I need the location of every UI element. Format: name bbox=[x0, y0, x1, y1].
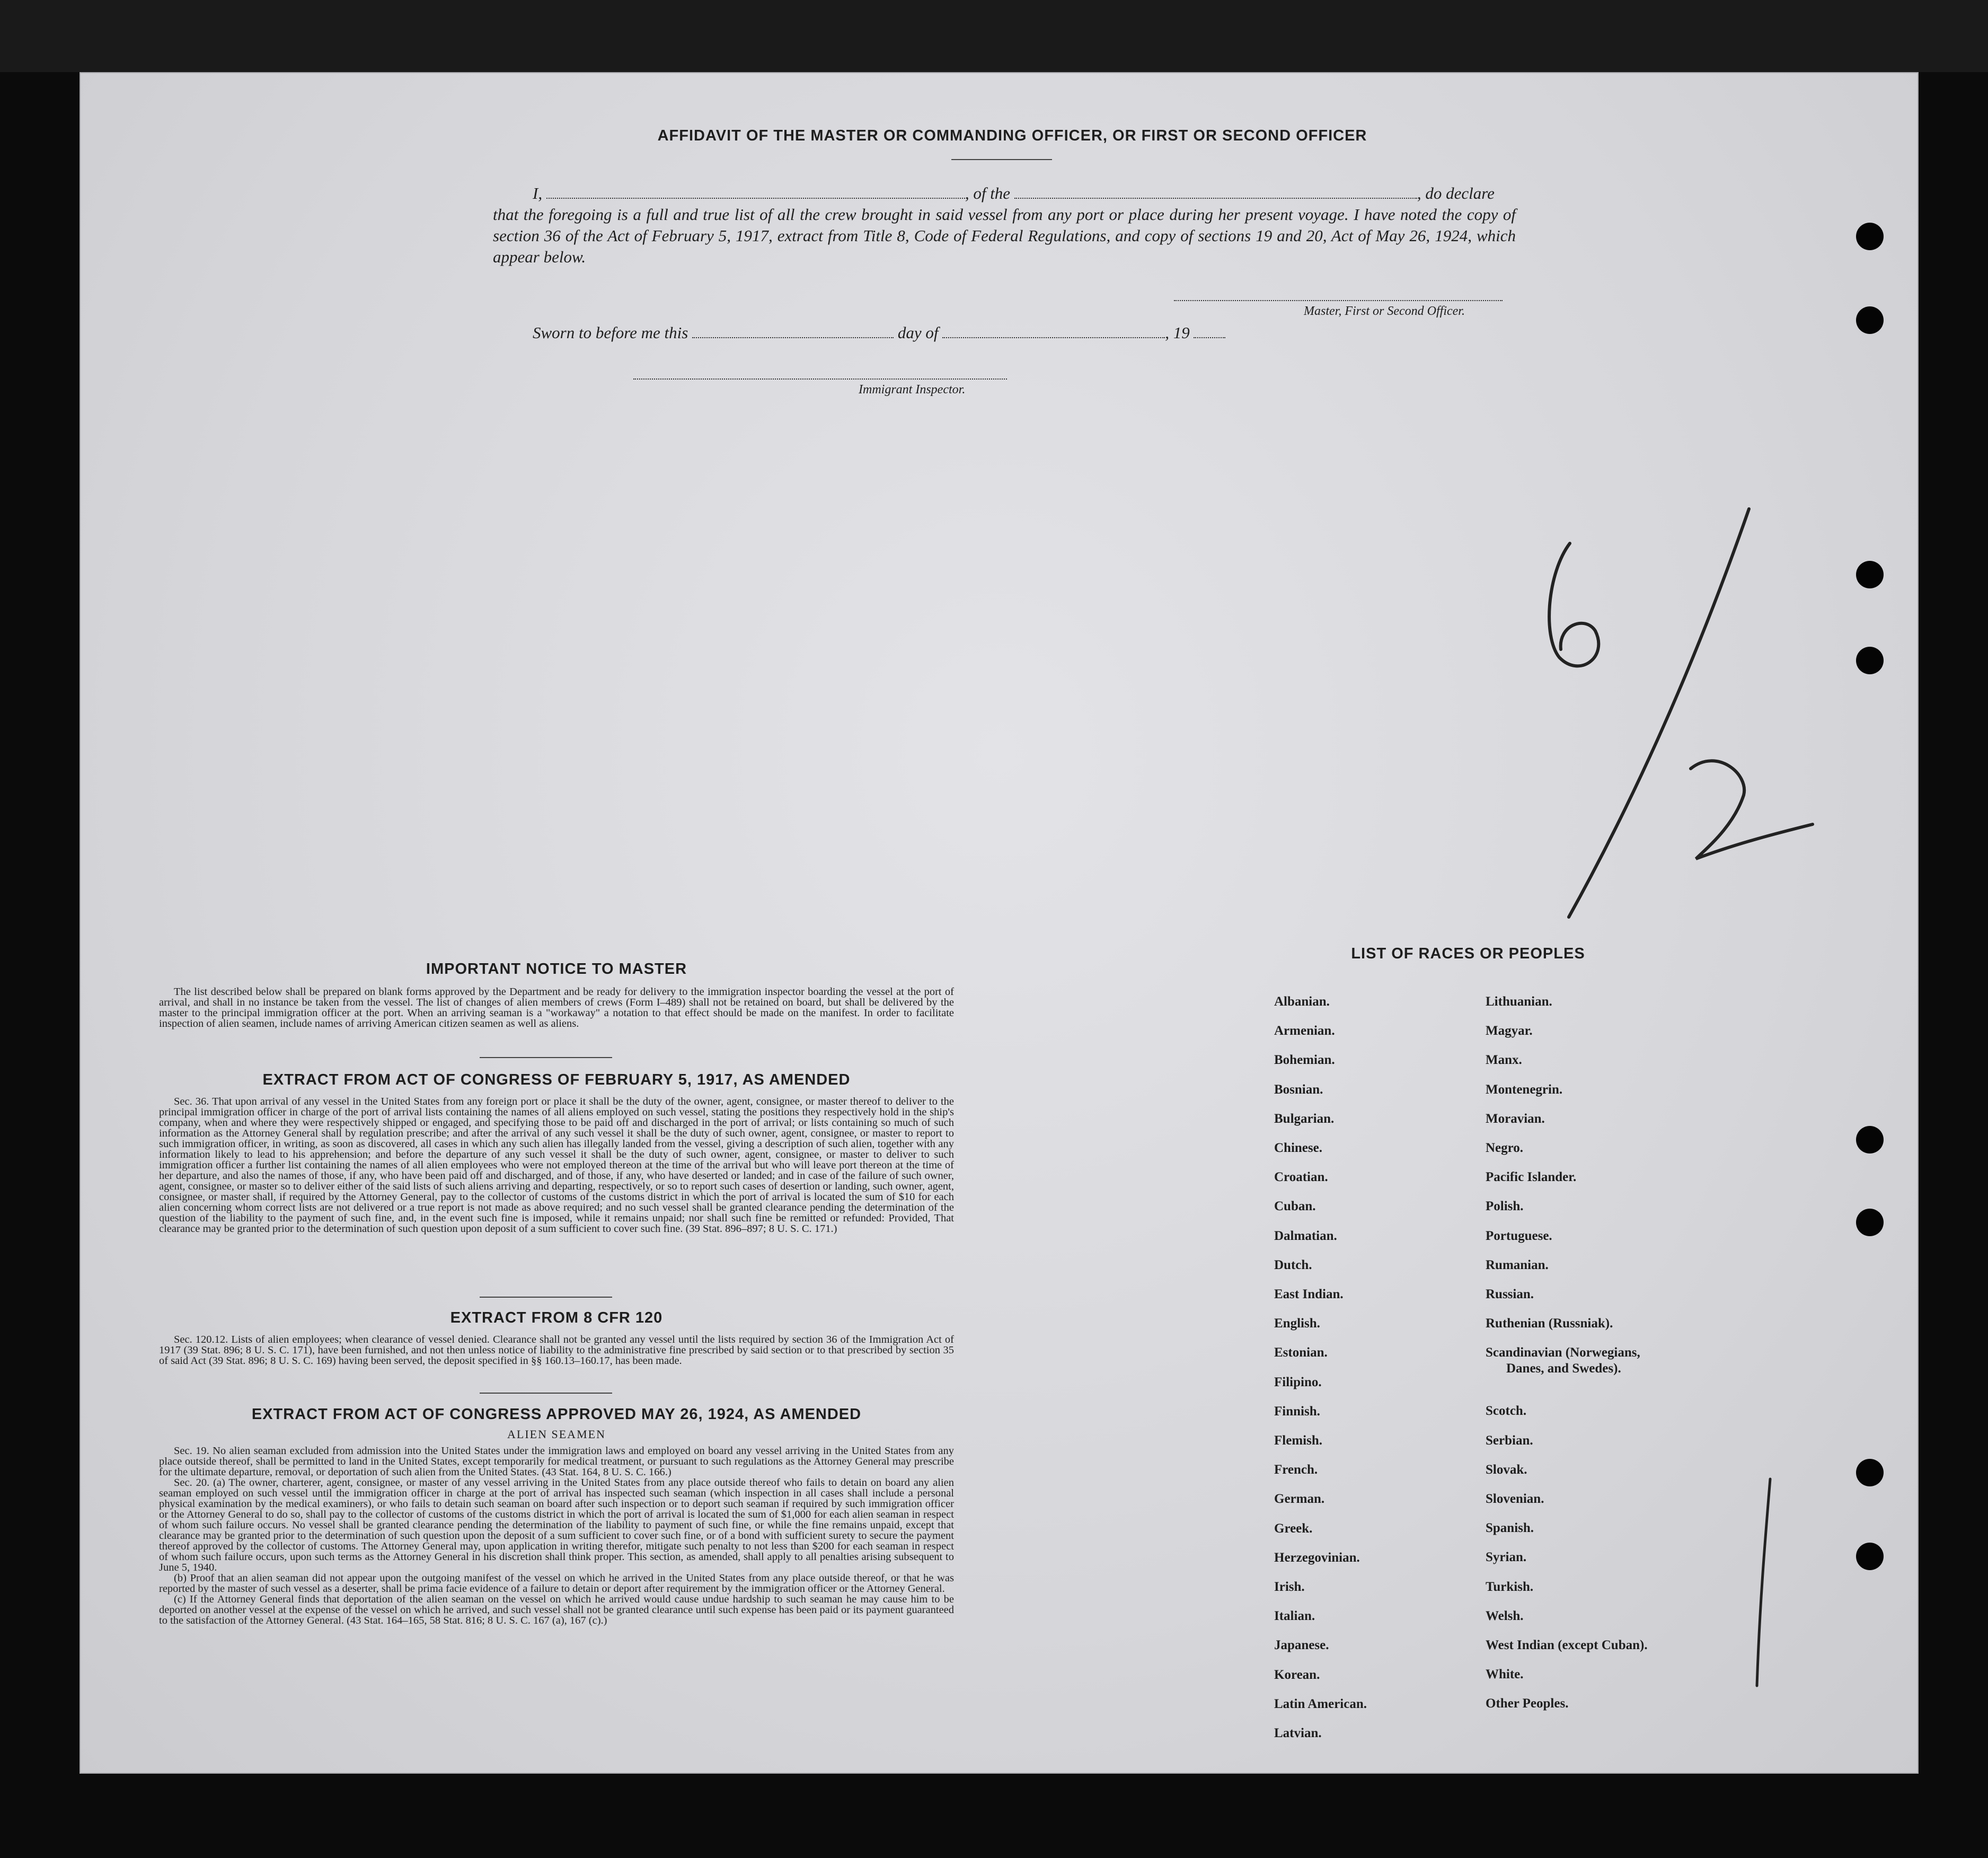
master-caption: Master, First or Second Officer. bbox=[1304, 304, 1465, 318]
name-blank[interactable] bbox=[546, 186, 965, 199]
affidavit-title: AFFIDAVIT OF THE MASTER OR COMMANDING OFFICER, OR FIRST OR SECOND OFFICER bbox=[657, 127, 1367, 144]
punch-hole bbox=[1856, 1543, 1884, 1570]
race-item: Korean. bbox=[1274, 1667, 1320, 1682]
race-item: Slovenian. bbox=[1486, 1492, 1544, 1506]
race-item: Slovak. bbox=[1486, 1462, 1527, 1477]
notice-title: IMPORTANT NOTICE TO MASTER bbox=[426, 961, 687, 978]
title-divider bbox=[951, 159, 1052, 160]
race-item: Pacific Islander. bbox=[1486, 1170, 1577, 1185]
race-item: Moravian. bbox=[1486, 1111, 1545, 1126]
race-item: Spanish. bbox=[1486, 1521, 1534, 1536]
divider-3 bbox=[480, 1393, 612, 1394]
handwritten-fraction-mark bbox=[1516, 498, 1823, 933]
race-item: West Indian (except Cuban). bbox=[1486, 1638, 1648, 1652]
notice-section bbox=[159, 961, 954, 1029]
punch-hole bbox=[1856, 1209, 1884, 1236]
inspector-signature-line[interactable] bbox=[633, 378, 1007, 380]
race-item: Bulgarian. bbox=[1274, 1111, 1335, 1126]
race-item: German. bbox=[1274, 1492, 1325, 1507]
inspector-caption: Immigrant Inspector. bbox=[859, 383, 966, 397]
extract-1917-title: EXTRACT FROM ACT OF CONGRESS OF FEBRUARY 5, 1917, AS AMENDED bbox=[262, 1071, 851, 1088]
race-item: Latvian. bbox=[1274, 1726, 1322, 1740]
race-item: Welsh. bbox=[1486, 1608, 1524, 1623]
alien-seamen-subtitle: ALIEN SEAMEN bbox=[507, 1428, 606, 1441]
notice-body: The list described below shall be prepared on blank forms approved by the Department and be ready for delivery to the immigration inspector boarding the vessel at the port of arrival, and shall in no instance be taken from the vessel. The list of changes of alien members of crews (Form I–489) shall not be retained on board, but shall be delivered by the master to the principal immigration officer at the port. When an arriving seaman is a "workaway" a notation to that effect should be made on the manifest. In order to facilitate inspection of alien seamen, include names of arriving American citizen seamen as well as aliens. bbox=[159, 986, 954, 1029]
race-item: Chinese. bbox=[1274, 1141, 1322, 1155]
punch-hole bbox=[1856, 1126, 1884, 1153]
race-item: Serbian. bbox=[1486, 1433, 1533, 1448]
race-item: Italian. bbox=[1274, 1609, 1315, 1624]
race-item: Bohemian. bbox=[1274, 1053, 1335, 1068]
divider-2 bbox=[480, 1297, 612, 1298]
race-item: Scandinavian (Norwegians, bbox=[1486, 1345, 1640, 1360]
race-item: Magyar. bbox=[1486, 1024, 1533, 1038]
race-item: Filipino. bbox=[1274, 1375, 1322, 1389]
race-item: Irish. bbox=[1274, 1580, 1305, 1594]
sec19-text: Sec. 19. No alien seaman excluded from admission into the United States under the immigration laws and employed on board any vessel arriving in the United States from any place outside thereof, shall be permitted to land in the United States, except temporarily for medical treatment, or pursuant to such regulations as the Attorney General may prescribe for the ultimate departure, removal, or deportation of such alien from the United States. (43 Stat. 164, 8 U. S. C. 166.) bbox=[159, 1445, 954, 1478]
sworn-text: Sworn to before me this bbox=[533, 323, 688, 342]
race-item: Montenegrin. bbox=[1486, 1082, 1563, 1097]
affidavit-body bbox=[493, 183, 1516, 268]
race-item: Latin American. bbox=[1274, 1696, 1367, 1711]
extract-1924-section bbox=[159, 1406, 954, 1626]
day-of-text: day of bbox=[897, 323, 939, 342]
film-border-top bbox=[0, 0, 1988, 72]
race-item: Finnish. bbox=[1274, 1404, 1320, 1419]
extract-1917-body: Sec. 36. That upon arrival of any vessel in the United States from any foreign port or place it shall be the duty of the owner, agent, consignee, or master thereof to deliver to the principal immigration officer in charge of the port of arrival lists containing the names of all aliens employed on such vessel, stating the positions they respectively hold in the ship's company, when and where they were respectively shipped or engaged, and specifying those to be paid off and discharged in the port of arrival; or lists containing so much of such information as the Attorney General shall by regulation prescribe; and after the arrival of any such vessel it shall be the duty of such owner, agent, consignee, or master to report to such immigration officer, in writing, as soon as discovered, all cases in which any such alien has illegally landed from the vessel, giving a description of such alien, together with any information likely to lead to his apprehension; and before the departure of any such vessel it shall be the duty of such owner, agent, consignee, or master to deliver to such immigration officer a further list containing the names of all alien employees who were not employed thereon at the time of the arrival but who will leave port thereon at the time of her departure, and also the names of those, if any, who have been paid off and discharged, and of those, if any, who have deserted or landed; and in case of the failure of such owner, agent, consignee, or master so to deliver either of the said lists of such aliens arriving and departing, respectively, or so to report such cases of desertion or landing, such owner, agent, consignee, or master shall, if required by the Attorney General, pay to the collector of customs of the customs district in which the port of arrival is located the sum of $10 for each alien concerning whom correct lists are not delivered or a true report is not made as above required; and no such vessel shall be granted clearance pending the determination of the question of the liability to the payment of such fine, and, in the event such fine is imposed, while it remains unpaid; nor shall such fine be remitted or refunded: Provided, That clearance may be granted prior to the determination of such question upon deposit of a sum sufficient to cover such fine. (39 Stat. 896–897; 8 U. S. C. 171.) bbox=[159, 1096, 954, 1235]
race-item: Flemish. bbox=[1274, 1433, 1322, 1448]
race-item: Estonian. bbox=[1274, 1345, 1328, 1360]
extract-cfr-body: Sec. 120.12. Lists of alien employees; when clearance of vessel denied. Clearance shall not be granted any vessel until the lists required by section 36 of the Immigration Act of 1917 (39 Stat. 896; 8 U. S. C. 171), have been furnished, and not then unless notice of liability to the administrative fine prescribed by said section or to that prescribed by section 35 of said Act (39 Stat. 896; 8 U. S. C. 169) having been served, the deposit specified in §§ 160.13–160.17, has been made. bbox=[159, 1334, 954, 1367]
punch-hole bbox=[1856, 306, 1884, 334]
race-item: Croatian. bbox=[1274, 1170, 1328, 1185]
race-item: Portuguese. bbox=[1486, 1228, 1552, 1243]
extract-1924-title: EXTRACT FROM ACT OF CONGRESS APPROVED MAY 26, 1924, AS AMENDED bbox=[251, 1406, 862, 1423]
sworn-day-blank[interactable] bbox=[692, 325, 894, 338]
punch-hole bbox=[1856, 223, 1884, 250]
sworn-year-blank[interactable] bbox=[1194, 325, 1225, 338]
race-item: Other Peoples. bbox=[1486, 1696, 1569, 1711]
race-item: Rumanian. bbox=[1486, 1257, 1549, 1272]
race-item: Negro. bbox=[1486, 1141, 1524, 1155]
sworn-month-blank[interactable] bbox=[942, 325, 1165, 338]
race-item: East Indian. bbox=[1274, 1287, 1344, 1301]
race-item: Syrian. bbox=[1486, 1550, 1527, 1565]
handwritten-stroke bbox=[1733, 1468, 1786, 1691]
affidavit-do-declare: , do declare bbox=[1417, 184, 1495, 202]
races-title: LIST OF RACES OR PEOPLES bbox=[1351, 945, 1585, 962]
race-item: Cuban. bbox=[1274, 1199, 1316, 1214]
race-item: Russian. bbox=[1486, 1287, 1534, 1301]
race-item: Albanian. bbox=[1274, 994, 1330, 1009]
race-item: Danes, and Swedes). bbox=[1506, 1361, 1621, 1376]
divider-1 bbox=[480, 1057, 612, 1058]
race-item: Scotch. bbox=[1486, 1404, 1527, 1419]
sworn-line bbox=[533, 323, 1225, 342]
race-item: Manx. bbox=[1486, 1053, 1522, 1068]
race-item: Greek. bbox=[1274, 1521, 1313, 1536]
race-item: Japanese. bbox=[1274, 1638, 1329, 1653]
race-item: Bosnian. bbox=[1274, 1082, 1323, 1097]
year-prefix: , 19 bbox=[1165, 323, 1190, 342]
affidavit-statement: that the foregoing is a full and true list of all the crew brought in said vessel from any port or place during her present voyage. I have noted the copy of section 36 of the Act of February 5, 1917, extract from Title 8, Code of Federal Regulations, and copy of sections 19 and 20, Act of May 26, 1924, which appear below. bbox=[493, 205, 1516, 266]
race-item: Lithuanian. bbox=[1486, 994, 1552, 1009]
race-item: Armenian. bbox=[1274, 1024, 1335, 1038]
vessel-blank[interactable] bbox=[1014, 186, 1417, 199]
punch-hole bbox=[1856, 1459, 1884, 1486]
race-item: French. bbox=[1274, 1463, 1318, 1477]
race-item: Ruthenian (Russniak). bbox=[1486, 1316, 1613, 1331]
sec20c-text: (c) If the Attorney General finds that deportation of the alien seaman on the vessel on which he arrived would cause undue hardship to such seaman he may cause him to be deported on another vessel at the expense of the vessel on which he arrived, and such vessel shall not be granted clearance until such expense has been paid or its payment guaranteed to the satisfaction of the Attorney General. (43 Stat. 164–165, 58 Stat. 816; 8 U. S. C. 167 (a), 167 (c).) bbox=[159, 1593, 954, 1626]
sec20b-text: (b) Proof that an alien seaman did not appear upon the outgoing manifest of the vessel on which he arrived in the United States from any place outside thereof, or that he was reported by the master of such vessel as a deserter, shall be prima facie evidence of a failure to detain or deport after requirement by the immigration officer or the Attorney General. bbox=[159, 1572, 954, 1595]
race-item: Turkish. bbox=[1486, 1579, 1534, 1594]
affidavit-i: I, bbox=[533, 184, 543, 202]
race-item: Dalmatian. bbox=[1274, 1228, 1337, 1243]
race-item: Dutch. bbox=[1274, 1257, 1312, 1272]
race-item: Herzegovinian. bbox=[1274, 1550, 1360, 1565]
sec20a-text: Sec. 20. (a) The owner, charterer, agent, consignee, or master of any vessel arriving in the United States from any place outside thereof who fails to detain on board any alien seaman employed on such vessel until the immigration officer in charge at the port of arrival has inspected such seaman (which inspection in all cases shall include a personal physical examination by the medical examiners), or who fails to detain such seaman on board after such inspection or to deport such seaman if required by such immigration officer or the Attorney General to do so, shall pay to the collector of customs of the customs district in which the port of arrival is located the sum of $1,000 for each alien seaman in respect of whom such failure occurs. No vessel shall be granted clearance pending the determination of the liability to payment of such fine, or while the fine remains unpaid, except that clearance may be granted prior to the determination of such question upon the deposit of a sum sufficient to cover such fine, or of a bond with sufficient surety to secure the payment thereof approved by the collector of customs. The Attorney General may, upon application in writing therefor, mitigate such penalty to not less than $200 for each seaman in respect of whom such failure occurs, upon such terms as the Attorney General in his discretion shall think proper. This section, as amended, shall apply to all penalties arising subsequent to June 5, 1940. bbox=[159, 1477, 954, 1573]
extract-cfr-section bbox=[159, 1309, 954, 1366]
race-item: White. bbox=[1486, 1667, 1524, 1682]
master-signature-line[interactable] bbox=[1174, 300, 1503, 301]
punch-hole bbox=[1856, 647, 1884, 674]
extract-cfr-title: EXTRACT FROM 8 CFR 120 bbox=[450, 1309, 663, 1326]
extract-1917-section bbox=[159, 1071, 954, 1234]
race-item: English. bbox=[1274, 1316, 1320, 1331]
race-item: Polish. bbox=[1486, 1199, 1524, 1214]
affidavit-of-the: , of the bbox=[965, 184, 1011, 202]
punch-hole bbox=[1856, 561, 1884, 588]
